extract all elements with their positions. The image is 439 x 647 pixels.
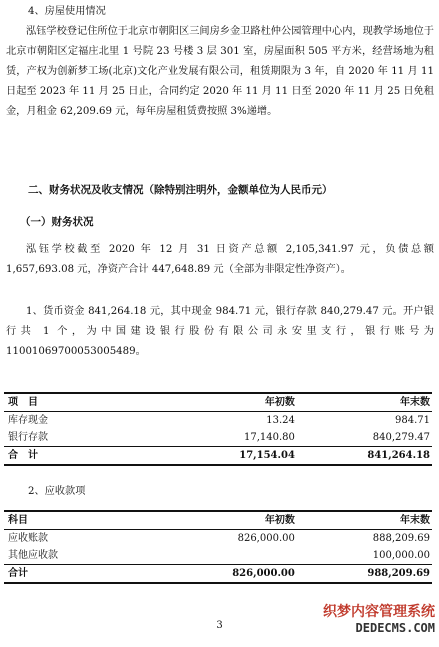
table-header-item: 科目 <box>8 515 28 526</box>
table-cell: 984.71 <box>395 415 430 426</box>
watermark <box>323 604 435 636</box>
table-row <box>4 412 432 430</box>
section-4-paragraph: 泓钰学校登记住所位于北京市朝阳区三间房乡金卫路杜仲公园管理中心内，现教学场地位于北京市朝阳区定福庄北里 1 号院 23 号楼 3 层 301 室，房屋面积 505 平方米，经营场地为租赁，产权为创新梦工场(北京)文化产业发展有限公司，租赁期限为 3 年，自 2020 年 11 月 11 日起至 2023 年 11 月 25 日止，合同约定 2020 年 11 月 11 日至 2020 年 11 月 25 日免租金，月租金 62,209.69 元，每年房屋租赁费按照 3%递增。 <box>6 26 434 117</box>
table-cell: 826,000.00 <box>237 533 295 544</box>
table-header-begin: 年初数 <box>264 397 295 408</box>
table-cell: 988,209.69 <box>367 568 430 579</box>
assets-paragraph: 泓钰学校截至 2020 年 12 月 31 日资产总额 2,105,341.97 元，负债总额 1,657,693.08 元，净资产合计 447,648.89 元（全部为非限定性净资产）。 <box>6 244 434 275</box>
table-cell: 841,264.18 <box>367 450 430 461</box>
table-row <box>4 429 432 447</box>
table-cell: 银行存款 <box>8 432 48 443</box>
section-4-heading: 4、房屋使用情况 <box>28 6 106 17</box>
table-cell: 其他应收款 <box>8 550 58 561</box>
table-total-row <box>4 447 432 466</box>
cash-table <box>4 392 432 466</box>
table-cell: 826,000.00 <box>232 568 295 579</box>
receivables-table <box>4 510 432 584</box>
table-cell: 合 计 <box>8 450 38 461</box>
table-header-row <box>4 393 432 412</box>
table-row <box>4 530 432 548</box>
table-header-begin: 年初数 <box>264 515 295 526</box>
table-cell: 库存现金 <box>8 415 48 426</box>
table-cell: 17,140.80 <box>244 432 295 443</box>
watermark-title: 织梦内容管理系统 <box>323 604 435 620</box>
receivables-heading: 2、应收款项 <box>28 486 86 497</box>
table-cell: 合计 <box>8 568 28 579</box>
table-cell: 840,279.47 <box>372 432 430 443</box>
table-cell: 13.24 <box>266 415 295 426</box>
cash-paragraph: 1、货币资金 841,264.18 元，其中现金 984.71 元，银行存款 840,279.47 元。开户银行共 1 个，为中国建设银行股份有限公司永安里支行，银行账号为 11001069700053005489。 <box>6 306 434 357</box>
table-cell <box>162 547 297 565</box>
watermark-url: DEDECMS.COM <box>355 621 435 635</box>
page-number: 3 <box>216 620 223 631</box>
table-cell: 100,000.00 <box>372 550 430 561</box>
table-header-end: 年末数 <box>400 397 430 408</box>
table-total-row <box>4 565 432 584</box>
section-2-heading: 二、财务状况及收支情况（除特别注明外，金额单位为人民币元） <box>28 184 333 196</box>
table-header-row <box>4 511 432 530</box>
table-cell: 888,209.69 <box>372 533 430 544</box>
table-row <box>4 547 432 565</box>
table-cell: 应收账款 <box>8 533 48 544</box>
table-header-item: 项 目 <box>8 397 38 408</box>
table-cell: 17,154.04 <box>239 450 295 461</box>
table-header-end: 年末数 <box>400 515 430 526</box>
financial-status-subheading: （一）财务状况 <box>20 216 94 228</box>
